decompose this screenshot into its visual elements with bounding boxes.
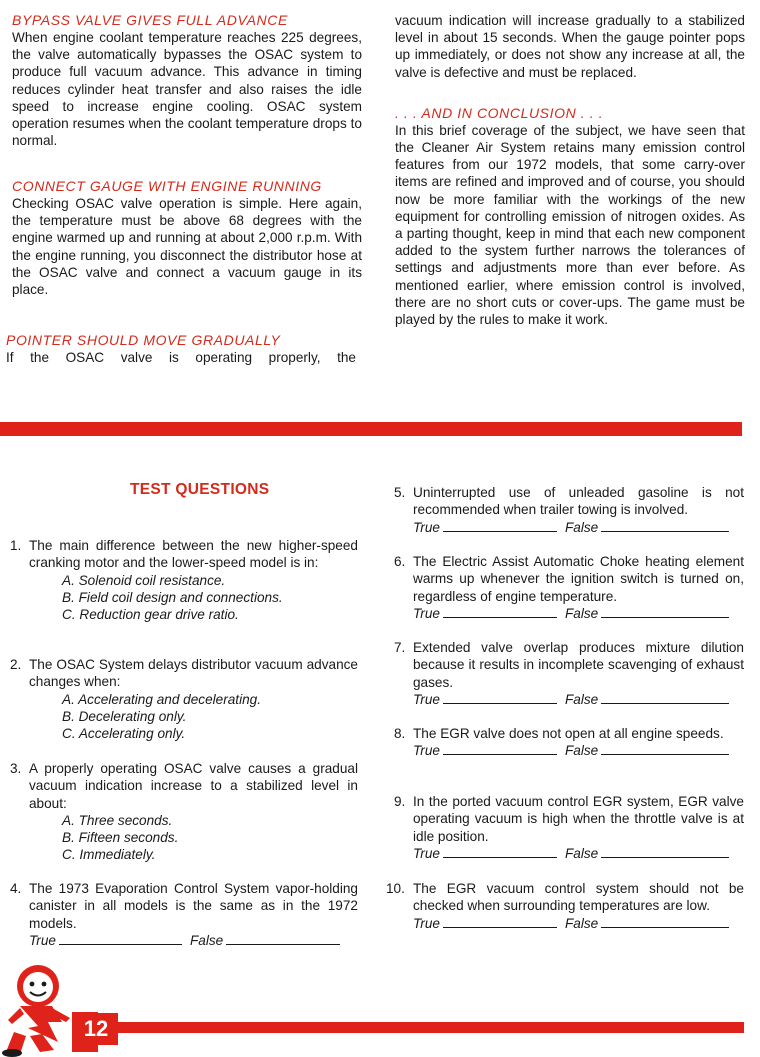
question-10 (386, 880, 744, 932)
question-number: 9. (394, 794, 406, 809)
question-7 (394, 639, 744, 708)
true-answer-blank[interactable] (443, 742, 557, 755)
pointer-text: If the OSAC valve is operating properly, the (6, 350, 356, 365)
true-false-row (413, 915, 744, 932)
question-number: 2. (10, 657, 22, 672)
question-number: 8. (394, 726, 406, 741)
bypass-section (12, 12, 362, 149)
true-answer-blank[interactable] (443, 691, 557, 704)
conclusion-heading: . . . AND IN CONCLUSION . . . (395, 104, 604, 121)
question-text: The EGR valve does not open at all engine speeds. (413, 726, 724, 741)
question-9 (394, 793, 744, 862)
question-number: 4. (10, 881, 22, 896)
question-2 (10, 656, 358, 742)
pointer-heading: POINTER SHOULD MOVE GRADUALLY (6, 332, 281, 348)
right-column (395, 12, 745, 328)
false-answer-blank[interactable] (601, 605, 729, 618)
question-1 (10, 537, 358, 623)
true-false-row (413, 605, 744, 622)
true-false-row (413, 742, 744, 759)
option-b[interactable]: B. Field coil design and connections. (62, 589, 283, 605)
false-label: False (564, 845, 599, 861)
true-answer-blank[interactable] (443, 915, 557, 928)
true-false-row (413, 519, 744, 536)
false-label: False (564, 691, 599, 707)
question-number: 5. (394, 485, 406, 500)
false-label: False (564, 605, 599, 621)
option-b[interactable]: B. Fifteen seconds. (62, 830, 179, 846)
false-answer-blank[interactable] (601, 845, 729, 858)
question-6 (394, 553, 744, 622)
true-answer-blank[interactable] (443, 519, 557, 532)
connect-gauge-text: Checking OSAC valve operation is simple. Here again, the temperature must be above 68 degrees with the engine warmed up and running at about 2,000 r.p.m. With the engine running, you disconnect the distributor hose at the OSAC valve and connect a vacuum gauge in its place. (12, 196, 362, 298)
conclusion-text: In this brief coverage of the subject, we have seen that the Cleaner Air System retains many emission control features from our 1972 models, that some carry-over items are refined and improved and of course, you should now be more familiar with the workings of the new equipment for controlling emission of nitrogen oxides. As a parting thought, keep in mind that each new component added to the system further narrows the tolerances of settings and adjustments more than ever before. As mentioned earlier, where emission control is involved, there are no short cuts or cover-ups. The game must be played by the rules to make it work. (395, 122, 745, 328)
pointer-section (6, 332, 356, 366)
question-text: Uninterrupted use of unleaded gasoline is not recommended when trailer towing is involved. (413, 485, 744, 518)
question-text: The 1973 Evaporation Control System vapor-holding canister in all models is the same as in the 1972 models. (29, 881, 358, 931)
question-3 (10, 760, 358, 864)
question-8 (394, 725, 744, 760)
question-number: 10. (386, 881, 405, 896)
true-label: True (413, 915, 440, 931)
false-label: False (189, 932, 224, 948)
option-a[interactable]: A. Solenoid coil resistance. (62, 572, 226, 588)
true-false-row (413, 691, 744, 708)
false-answer-blank[interactable] (601, 519, 729, 532)
question-text: The OSAC System delays distributor vacuum advance changes when: (29, 657, 358, 690)
question-5 (394, 484, 744, 536)
false-answer-blank[interactable] (226, 932, 340, 945)
false-answer-blank[interactable] (601, 691, 729, 704)
false-answer-blank[interactable] (601, 915, 729, 928)
question-text: A properly operating OSAC valve causes a gradual vacuum indication increase to a stabilized level in about: (29, 761, 358, 811)
question-text: The Electric Assist Automatic Choke heating element warms up whenever the ignition switch is turned on, regardless of engine temperature. (413, 554, 744, 604)
true-label: True (413, 691, 440, 707)
page-number: 12 (74, 1013, 118, 1045)
connect-gauge-heading: CONNECT GAUGE WITH ENGINE RUNNING (12, 178, 322, 194)
test-questions-title: TEST QUESTIONS (130, 481, 270, 498)
option-a[interactable]: A. Accelerating and decelerating. (62, 691, 261, 707)
true-answer-blank[interactable] (443, 605, 557, 618)
question-number: 7. (394, 640, 406, 655)
connect-gauge-section (12, 178, 362, 298)
question-text: The EGR vacuum control system should not be checked when surrounding temperatures are low. (413, 881, 744, 914)
true-false-row (29, 932, 358, 949)
option-c[interactable]: C. Reduction gear drive ratio. (62, 607, 239, 623)
true-label: True (413, 605, 440, 621)
question-number: 3. (10, 761, 22, 776)
option-c[interactable]: C. Immediately. (62, 847, 156, 863)
bypass-heading: BYPASS VALVE GIVES FULL ADVANCE (12, 12, 288, 28)
question-4 (10, 880, 358, 949)
option-b[interactable]: B. Decelerating only. (62, 708, 187, 724)
true-label: True (413, 743, 440, 759)
true-label: True (413, 519, 440, 535)
question-number: 1. (10, 538, 22, 553)
true-answer-blank[interactable] (443, 845, 557, 858)
false-label: False (564, 519, 599, 535)
question-text: Extended valve overlap produces mixture dilution because it results in incomplete scavenging of exhaust gases. (413, 640, 744, 690)
bypass-text: When engine coolant temperature reaches 225 degrees, the valve automatically bypasses the OSAC system to produce full vacuum advance. This advance in timing reduces cylinder heat transfer and also raises the idle speed to increase engine cooling. OSAC system operation resumes when the coolant temperature drops to normal. (12, 30, 362, 149)
true-label: True (413, 845, 440, 861)
option-c[interactable]: C. Accelerating only. (62, 726, 186, 742)
true-false-row (413, 845, 744, 862)
option-a[interactable]: A. Three seconds. (62, 812, 173, 828)
continuation-text: vacuum indication will increase gradually to a stabilized level in about 15 seconds. When the gauge pointer pops up immediately, or does not show any increase at all, the valve is defective and must be replaced. (395, 13, 745, 80)
question-number: 6. (394, 554, 406, 569)
bottom-red-band (92, 1022, 744, 1033)
false-answer-blank[interactable] (601, 742, 729, 755)
true-answer-blank[interactable] (59, 932, 182, 945)
question-text: In the ported vacuum control EGR system, EGR valve operating vacuum is high when the throttle valve is at idle position. (413, 794, 744, 844)
false-label: False (564, 743, 599, 759)
false-label: False (564, 915, 599, 931)
true-label: True (29, 932, 56, 948)
question-text: The main difference between the new higher-speed cranking motor and the lower-speed model is in: (29, 538, 358, 571)
top-red-band (0, 422, 742, 436)
